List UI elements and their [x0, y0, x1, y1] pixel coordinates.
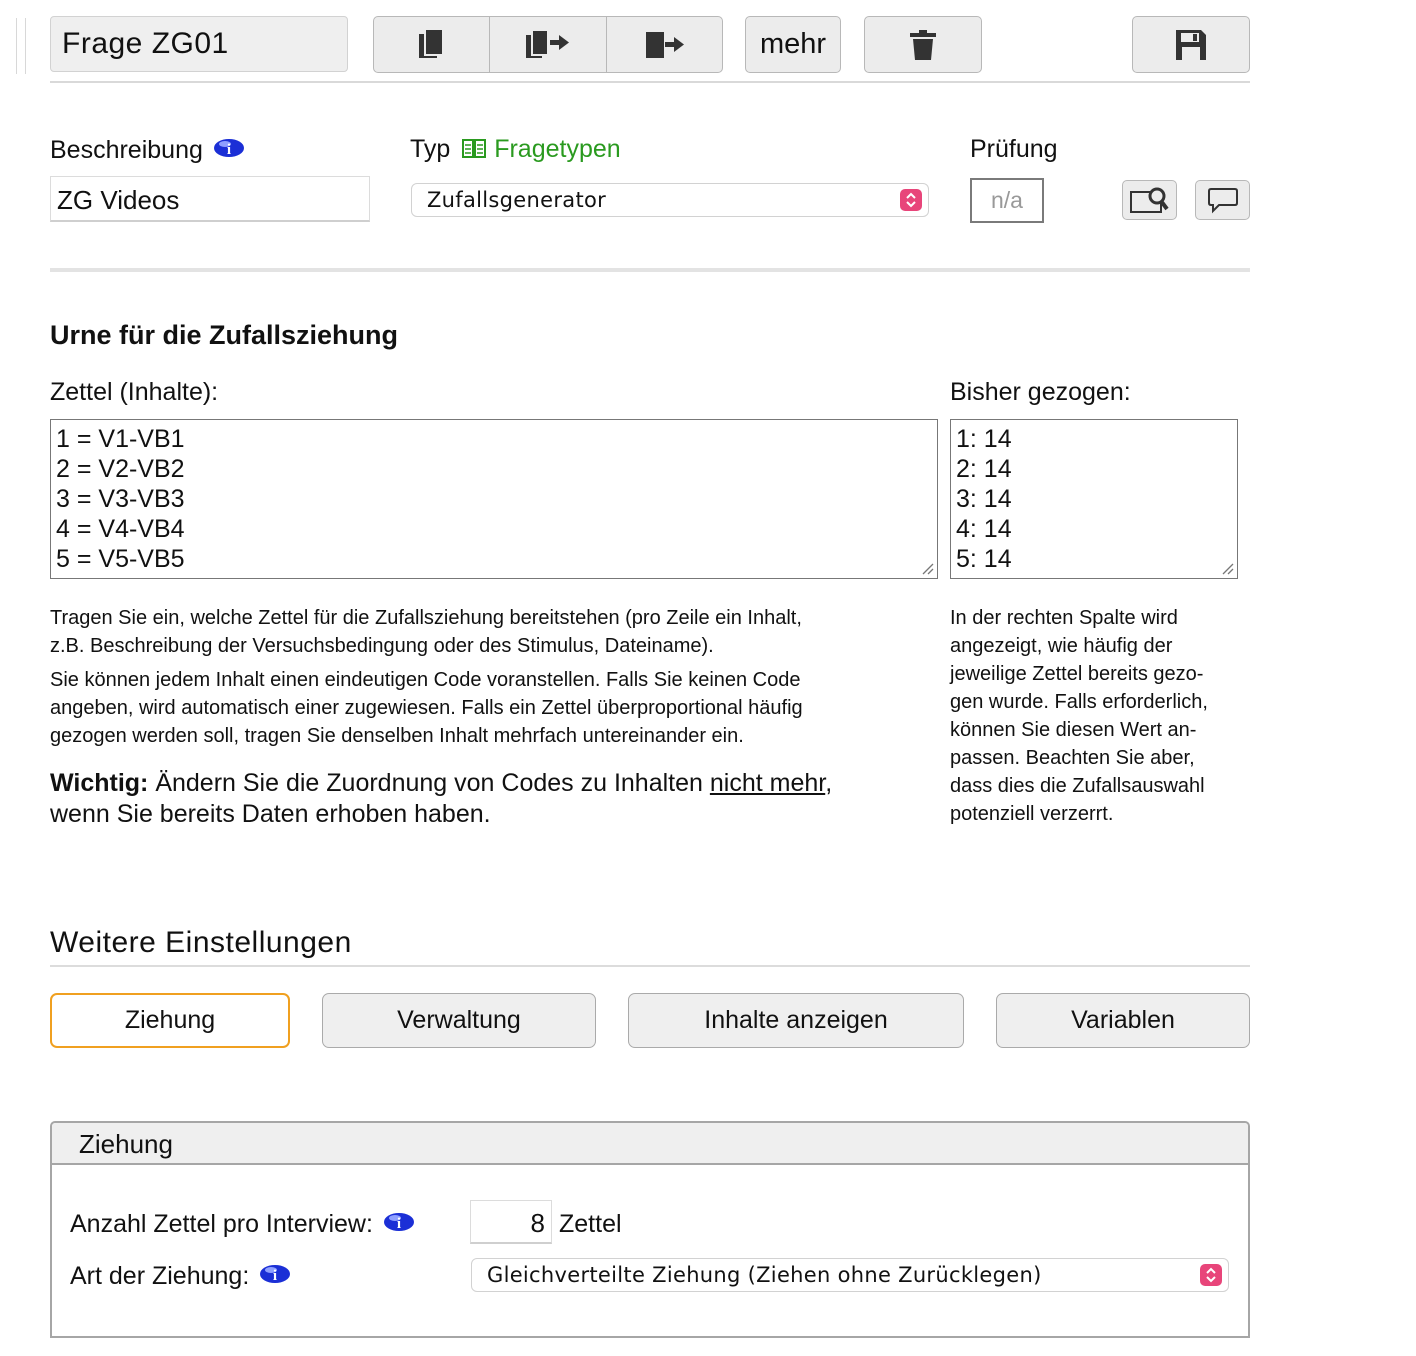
trash-icon — [909, 29, 937, 61]
comment-button[interactable] — [1195, 180, 1250, 220]
contents-textarea[interactable] — [50, 419, 938, 579]
check-label: Prüfung — [970, 135, 1058, 163]
count-unit: Zettel — [559, 1210, 622, 1238]
mode-label: Art der Ziehung: i — [70, 1262, 292, 1291]
copy-button[interactable] — [374, 17, 490, 72]
duplicate-move-button[interactable] — [490, 17, 606, 72]
tab-inhalte-anzeigen[interactable]: Inhalte anzeigen — [628, 993, 964, 1048]
duplicate-move-icon — [524, 28, 572, 62]
drawn-line: 3: 14 — [956, 485, 1012, 513]
question-type-value: Zufallsgenerator — [427, 188, 607, 212]
save-button[interactable] — [1132, 16, 1250, 73]
copy-icon — [417, 28, 447, 62]
description-input[interactable]: ZG Videos — [50, 176, 370, 222]
info-icon[interactable] — [212, 136, 246, 158]
preview-button[interactable] — [1122, 180, 1177, 220]
delete-button[interactable] — [864, 16, 982, 73]
move-button[interactable] — [607, 17, 722, 72]
question-title-field[interactable]: Frage ZG01 — [50, 16, 348, 72]
check-value-field[interactable]: n/a — [970, 178, 1044, 223]
toolbar-divider — [50, 81, 1250, 83]
select-arrow-icon — [1200, 1264, 1222, 1286]
drawn-line: 1: 14 — [956, 425, 1012, 453]
count-label: Anzahl Zettel pro Interview: i — [70, 1210, 416, 1239]
drawn-textarea[interactable] — [950, 419, 1238, 579]
drawn-line: 5: 14 — [956, 545, 1012, 573]
panel-title: Ziehung — [52, 1123, 1248, 1165]
content-line: 4 = V4-VB4 — [56, 515, 185, 543]
magnifier-icon — [1129, 185, 1171, 215]
copy-move-button-group — [373, 16, 723, 73]
info-icon[interactable] — [258, 1262, 292, 1284]
content-line: 1 = V1-VB1 — [56, 425, 185, 453]
resize-handle-icon[interactable] — [920, 561, 934, 575]
urn-heading: Urne für die Zufallsziehung — [50, 320, 399, 350]
content-line: 2 = V2-VB2 — [56, 455, 185, 483]
svg-text:i: i — [226, 142, 231, 158]
contents-label: Zettel (Inhalte): — [50, 378, 219, 406]
question-types-link[interactable]: Fragetypen — [494, 135, 621, 163]
drawn-line: 4: 14 — [956, 515, 1012, 543]
move-icon — [642, 28, 686, 62]
tab-verwaltung[interactable]: Verwaltung — [322, 993, 596, 1048]
type-label: Typ Fragetypen — [410, 135, 621, 163]
count-input[interactable]: 8 — [470, 1200, 552, 1244]
book-icon — [461, 137, 487, 159]
tab-ziehung[interactable]: Ziehung — [50, 993, 290, 1048]
tab-variablen[interactable]: Variablen — [996, 993, 1250, 1048]
info-icon[interactable] — [382, 1210, 416, 1232]
description-label: Beschreibung i — [50, 136, 246, 165]
svg-text:i: i — [396, 1216, 401, 1232]
important-note: Wichtig: Ändern Sie die Zuordnung von Codes zu Inhalten nicht mehr, wenn Sie bereits Daten erhoben haben. — [50, 769, 833, 828]
settings-heading: Weitere Einstellungen — [50, 926, 352, 959]
draw-mode-select[interactable] — [471, 1258, 1229, 1292]
drawn-line: 2: 14 — [956, 455, 1012, 483]
comment-icon — [1207, 186, 1239, 214]
left-edge-marker — [16, 18, 26, 74]
draw-mode-value: Gleichverteilte Ziehung (Ziehen ohne Zurücklegen) — [487, 1263, 1042, 1287]
more-button[interactable]: mehr — [745, 16, 841, 73]
select-arrow-icon — [900, 189, 922, 211]
section-divider — [50, 268, 1250, 272]
svg-text:i: i — [273, 1268, 278, 1284]
save-icon — [1174, 28, 1208, 62]
settings-divider — [50, 965, 1250, 967]
drawn-help-text: In der rechten Spalte wird angezeigt, wie häufig der jeweilige Zettel bereits gezo- gen wurde. Falls erforderlich, können Sie diesen Wert an- passen. Beachten Sie aber, dass dies die Zufallsauswahl potenziell verzerrt. — [950, 607, 1208, 825]
content-line: 3 = V3-VB3 — [56, 485, 185, 513]
resize-handle-icon[interactable] — [1220, 561, 1234, 575]
contents-help-text: Tragen Sie ein, welche Zettel für die Zufallsziehung bereitstehen (pro Zeile ein Inhalt, z.B. Beschreibung der Versuchsbedingung oder des Stimulus, Dateiname). Sie können jedem Inhalt einen eindeutigen Code voranstellen. Falls Sie keinen Code angeben, wird automatisch einer zugewiesen. Falls ein Zettel überproportional häufig gezogen werden soll, tragen Sie denselben Inhalt mehrfach untereinander ein. — [50, 607, 803, 747]
drawn-label: Bisher gezogen: — [950, 378, 1131, 406]
question-type-select[interactable] — [411, 183, 929, 217]
content-line: 5 = V5-VB5 — [56, 545, 185, 573]
